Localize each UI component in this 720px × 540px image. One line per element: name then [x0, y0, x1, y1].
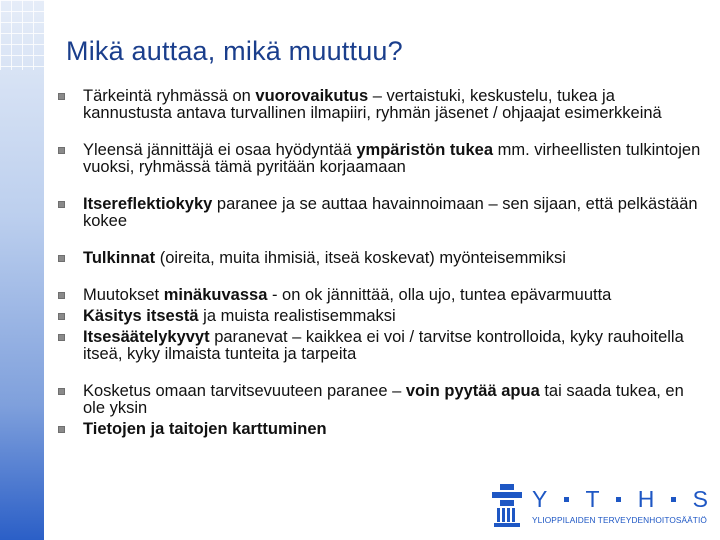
- square-bullet-icon: [58, 147, 65, 154]
- bullet-item: [58, 421, 706, 438]
- square-bullet-icon: [58, 201, 65, 208]
- logo-dot-icon: [564, 497, 569, 502]
- bullet-item: [58, 250, 706, 267]
- bullet-bold-segment: Tulkinnat: [83, 249, 156, 267]
- bullet-segment: (oireita, muita ihmisiä, itseä koskevat) myönteisemmiksi: [155, 249, 566, 267]
- bullet-text: [83, 328, 684, 363]
- bullet-bold-segment: Itsesäätelykyvyt: [83, 328, 210, 346]
- bullet-item: [58, 329, 706, 363]
- bullet-bold-segment: ympäristön tukea: [356, 141, 493, 159]
- bullet-text: [83, 141, 700, 176]
- bullet-bold-segment: Itsereflektiokyky: [83, 195, 213, 213]
- logo-subtitle: YLIOPPILAIDEN TERVEYDENHOITOSÄÄTIÖ: [532, 515, 707, 525]
- square-bullet-icon: [58, 313, 65, 320]
- bullet-item: [58, 196, 706, 230]
- bullet-text: [83, 87, 662, 122]
- bullet-text: [83, 195, 698, 230]
- bullet-item: [58, 308, 706, 325]
- logo-letters: [532, 486, 708, 512]
- bullet-segment: Kosketus omaan tarvitsevuuteen paranee –: [83, 382, 406, 400]
- bullet-segment: – vertaistuki, keskustelu, tukea ja kannustusta antava turvallinen ilmapiiri, ryhmän jäsenet / ohjaajat esimerkkeinä: [83, 87, 662, 122]
- bullet-bold-segment: voin pyytää apua: [405, 382, 540, 400]
- bullet-bold-segment: vuorovaikutus: [255, 87, 369, 105]
- bullet-item: [58, 383, 706, 417]
- logo-letter: Y: [532, 485, 548, 512]
- logo-dot-icon: [671, 497, 676, 502]
- bullet-text: [83, 382, 684, 417]
- bullet-text: [83, 286, 611, 304]
- logo-dot-icon: [616, 497, 621, 502]
- square-bullet-icon: [58, 93, 65, 100]
- bullet-text: [83, 307, 396, 325]
- bullet-item: [58, 287, 706, 304]
- bullet-bold-segment: Käsitys itsestä: [83, 307, 199, 325]
- square-bullet-icon: [58, 426, 65, 433]
- yths-cross-pillar-icon: [488, 484, 528, 530]
- square-bullet-icon: [58, 292, 65, 299]
- bullet-bold-segment: minäkuvassa: [163, 286, 268, 304]
- bullet-segment: mm. virheellisten tulkintojen vuoksi, ryhmässä tämä pyritään korjaamaan: [83, 141, 701, 176]
- bullet-text: [83, 420, 327, 438]
- bullet-segment: tai saada tukea, en ole yksin: [83, 382, 684, 417]
- bullet-segment: Tärkeintä ryhmässä on: [83, 87, 256, 105]
- bullet-item: [58, 142, 706, 176]
- logo-letter: S: [692, 485, 708, 512]
- bullet-segment: Muutokset: [83, 286, 164, 304]
- bullet-text: [83, 249, 566, 267]
- yths-logo: [488, 484, 708, 534]
- decorative-side-band: [0, 0, 44, 540]
- square-bullet-icon: [58, 334, 65, 341]
- bullet-list: [58, 88, 706, 438]
- square-bullet-icon: [58, 255, 65, 262]
- logo-letter: T: [585, 485, 600, 512]
- bullet-segment: paranevat – kaikkea ei voi / tarvitse kontrolloida, kyky rauhoitella itseä, kyky ilmaista tunteita ja tarpeita: [83, 328, 684, 363]
- bullet-segment: Yleensä jännittäjä ei osaa hyödyntää: [83, 141, 357, 159]
- bullet-segment: - on ok jännittää, olla ujo, tuntea epävarmuutta: [267, 286, 612, 304]
- bullet-segment: ja muista realistisemmaksi: [198, 307, 396, 325]
- square-bullet-icon: [58, 388, 65, 395]
- slide-title: Mikä auttaa, mikä muuttuu?: [66, 36, 403, 66]
- bullet-item: [58, 88, 706, 122]
- bullet-segment: paranee ja se auttaa havainnoimaan – sen sijaan, että pelkästään kokee: [83, 195, 698, 230]
- bullet-bold-segment: Tietojen ja taitojen karttuminen: [83, 420, 327, 438]
- logo-letter: H: [637, 485, 655, 512]
- decorative-grid: [0, 0, 44, 70]
